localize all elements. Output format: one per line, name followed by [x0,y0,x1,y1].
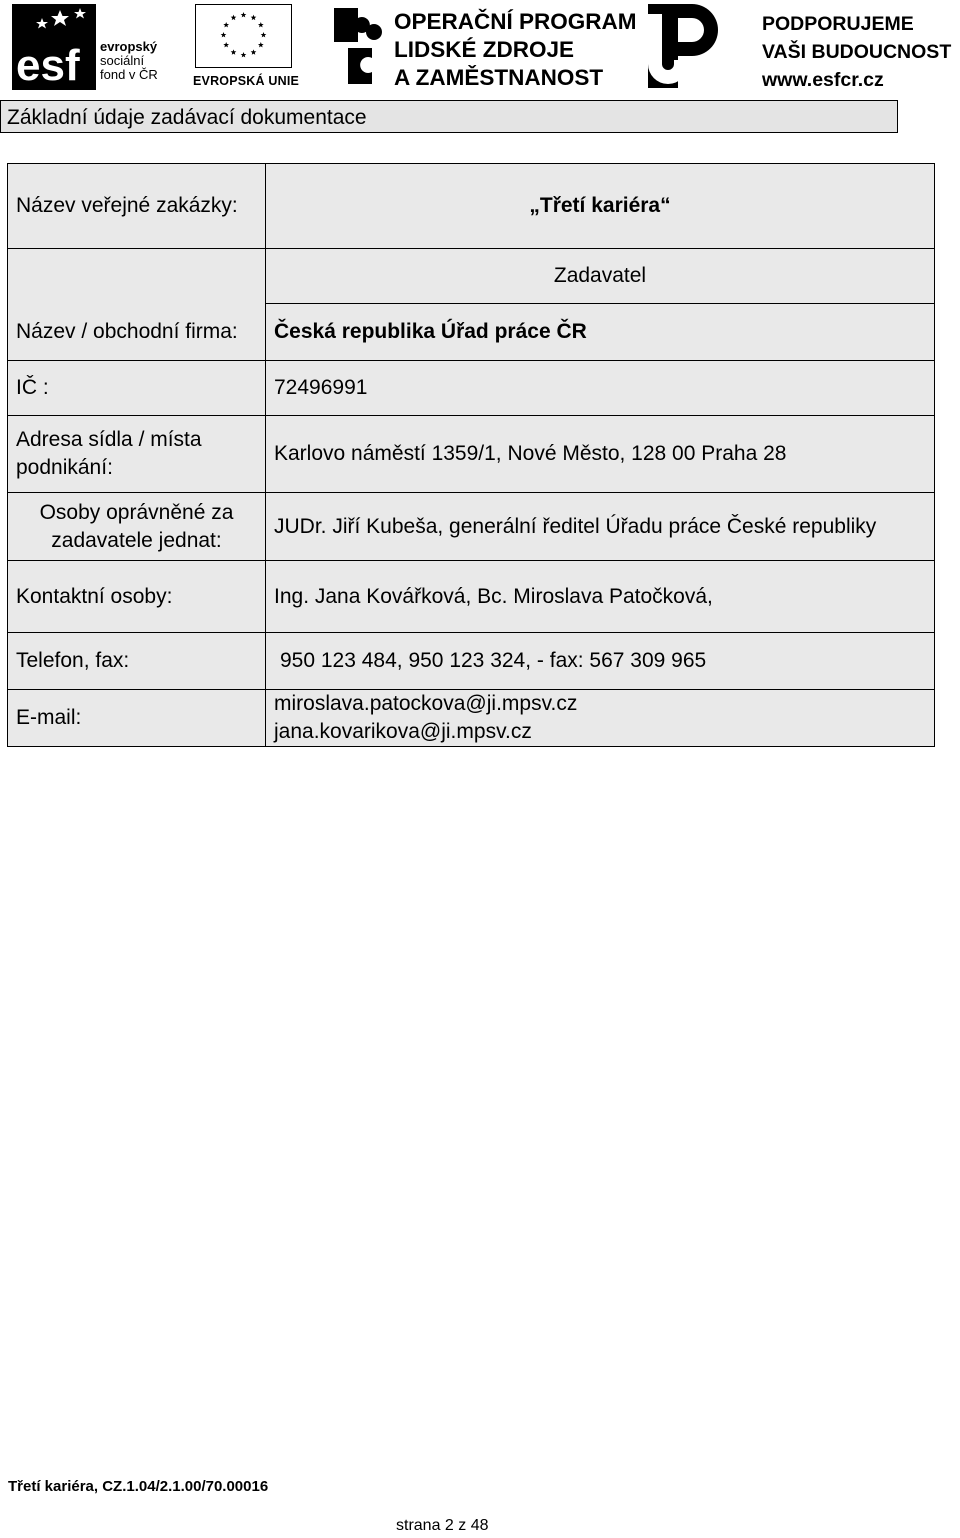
eu-caption: EVROPSKÁ UNIE [193,74,300,88]
up-slogan [762,10,951,94]
op-puzzle-logo [328,4,386,88]
op-line-2: LIDSKÉ ZDROJE [394,37,575,62]
op-line-1: OPERAČNÍ PROGRAM [394,9,637,34]
op-line-3: A ZAMĚSTNANOST [394,65,604,90]
contract-name-value: „Třetí kariéra“ [266,164,935,249]
contacts-value: Ing. Jana Kovářková, Bc. Miroslava Patočková, [266,561,935,633]
phone-label: Telefon, fax: [8,633,266,690]
company-value: Česká republika Úřad práce ČR [266,304,935,361]
table-row [8,633,935,690]
section-title: Základní údaje zadávací dokumentace [0,100,898,133]
address-label: Adresa sídla / místa podnikání: [8,416,266,493]
table-row [8,361,935,416]
esf-line-1: evropský [100,39,158,54]
email-link[interactable]: miroslava.patockova@ji.mpsv.cz [274,692,578,715]
esf-logo [12,4,96,90]
table-row [8,561,935,633]
ic-label: IČ : [8,361,266,416]
op-program-name [394,8,637,92]
esf-line-2: sociální [100,53,145,68]
address-value: Karlovo náměstí 1359/1, Nové Město, 128 00 Praha 28 [266,416,935,493]
contract-name-label: Název veřejné zakázky: [8,164,266,249]
empty-label-cell [8,249,266,304]
up-line-2: VAŠI BUDOUCNOST [762,41,952,63]
table-row [8,249,935,304]
ic-value: 72496991 [266,361,935,416]
table-row [8,493,935,561]
email-link[interactable]: jana.kovarikova@ji.mpsv.cz [274,720,532,743]
up-logo [648,4,734,88]
eu-flag-icon [195,4,292,68]
zadavatel-heading: Zadavatel [266,249,935,304]
table-row [8,304,935,361]
tender-info-table [7,163,935,747]
contacts-label: Kontaktní osoby: [8,561,266,633]
phone-value: 950 123 484, 950 123 324, - fax: 567 309 965 [266,633,935,690]
footer-project-id: Třetí kariéra, CZ.1.04/2.1.00/70.00016 [8,1478,269,1495]
table-row [8,164,935,249]
email-label: E-mail: [8,690,266,747]
authorized-persons-value: JUDr. Jiří Kubeša, generální ředitel Úřadu práce České republiky [266,493,935,561]
authorized-persons-label: Osoby oprávněné za zadavatele jednat: [8,493,266,561]
page-number: strana 2 z 48 [396,1517,489,1534]
svg-text:esf: esf [16,41,80,90]
email-values [266,690,935,747]
esf-brand-text [100,40,158,82]
table-row [8,690,935,747]
table-row [8,416,935,493]
company-label: Název / obchodní firma: [8,304,266,361]
up-line-1: PODPORUJEME [762,13,914,35]
logo-header [0,0,960,96]
esf-line-3: fond v ČR [100,67,158,82]
up-website-link[interactable]: www.esfcr.cz [762,69,884,91]
